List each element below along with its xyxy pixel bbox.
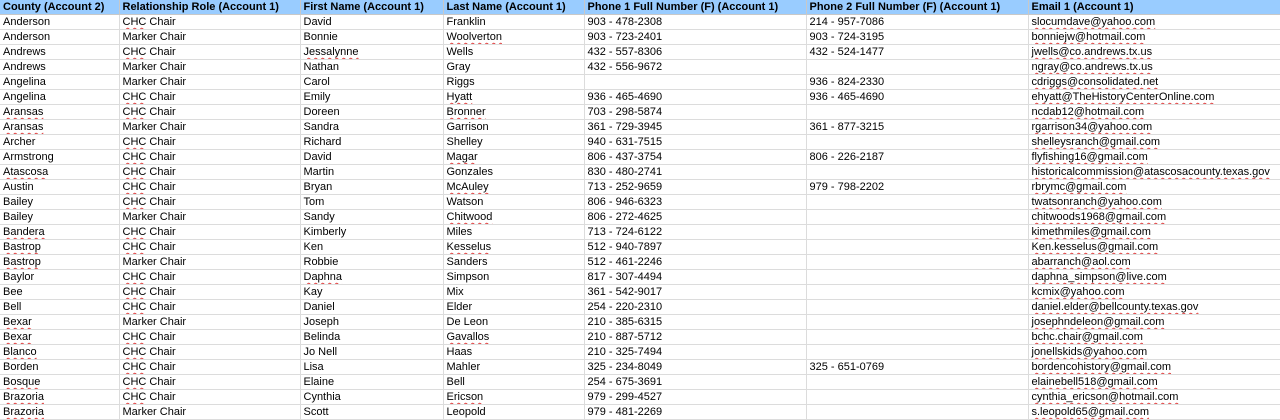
cell-phone-2[interactable]: 325 - 651-0769 (806, 360, 1028, 375)
cell-phone-2[interactable]: 903 - 724-3195 (806, 30, 1028, 45)
column-header-email[interactable]: Email 1 (Account 1) (1028, 0, 1280, 15)
cell-relationship-role[interactable]: Marker Chair (119, 255, 300, 270)
cell-last-name[interactable]: Mix (443, 285, 584, 300)
table-row (0, 165, 1280, 180)
cell-email[interactable]: bchc.chair@gmail.com (1028, 330, 1280, 345)
cell-phone-1[interactable]: 830 - 480-2741 (584, 165, 806, 180)
cell-phone-2[interactable] (806, 285, 1028, 300)
cell-phone-1[interactable]: 979 - 299-4527 (584, 390, 806, 405)
cell-county[interactable]: Brazoria (0, 390, 119, 405)
cell-last-name[interactable]: Leopold (443, 405, 584, 420)
cell-last-name[interactable]: Watson (443, 195, 584, 210)
table-row (0, 135, 1280, 150)
cell-county[interactable]: Bailey (0, 195, 119, 210)
cell-last-name[interactable]: Haas (443, 345, 584, 360)
column-header-county[interactable]: County (Account 2) (0, 0, 119, 15)
cell-email[interactable]: rgarrison34@yahoo.com (1028, 120, 1280, 135)
table-row (0, 45, 1280, 60)
cell-phone-2[interactable]: 361 - 877-3215 (806, 120, 1028, 135)
cell-phone-1[interactable]: 979 - 481-2269 (584, 405, 806, 420)
cell-county[interactable]: Bexar (0, 330, 119, 345)
table-row (0, 285, 1280, 300)
table-row (0, 210, 1280, 225)
cell-phone-1[interactable]: 806 - 272-4625 (584, 210, 806, 225)
cell-county[interactable]: Bastrop (0, 240, 119, 255)
cell-first-name[interactable]: Jessalynne (300, 45, 443, 60)
cell-last-name[interactable]: Mahler (443, 360, 584, 375)
cell-first-name[interactable]: Jo Nell (300, 345, 443, 360)
cell-phone-1[interactable]: 903 - 478-2308 (584, 15, 806, 30)
cell-first-name[interactable]: Joseph (300, 315, 443, 330)
cell-first-name[interactable]: Emily (300, 90, 443, 105)
cell-phone-2[interactable]: 936 - 465-4690 (806, 90, 1028, 105)
cell-phone-1[interactable]: 325 - 234-8049 (584, 360, 806, 375)
table-row (0, 105, 1280, 120)
cell-first-name[interactable]: Sandra (300, 120, 443, 135)
table-row (0, 60, 1280, 75)
cell-phone-2[interactable] (806, 210, 1028, 225)
cell-email[interactable]: jwells@co.andrews.tx.us (1028, 45, 1280, 60)
cell-phone-1[interactable]: 432 - 557-8306 (584, 45, 806, 60)
cell-phone-1[interactable]: 432 - 556-9672 (584, 60, 806, 75)
cell-first-name[interactable]: Cynthia (300, 390, 443, 405)
column-header-phone-1[interactable]: Phone 1 Full Number (F) (Account 1) (584, 0, 806, 15)
cell-phone-2[interactable] (806, 255, 1028, 270)
cell-relationship-role[interactable]: Marker Chair (119, 60, 300, 75)
cell-relationship-role[interactable]: CHC Chair (119, 105, 300, 120)
cell-phone-2[interactable] (806, 270, 1028, 285)
cell-first-name[interactable]: Ken (300, 240, 443, 255)
cell-phone-2[interactable] (806, 60, 1028, 75)
cell-last-name[interactable]: Gonzales (443, 165, 584, 180)
cell-last-name[interactable]: Gray (443, 60, 584, 75)
cell-phone-1[interactable]: 713 - 724-6122 (584, 225, 806, 240)
cell-county[interactable]: Blanco (0, 345, 119, 360)
cell-county[interactable]: Aransas (0, 120, 119, 135)
cell-relationship-role[interactable]: CHC Chair (119, 180, 300, 195)
cell-last-name[interactable]: Hyatt (443, 90, 584, 105)
cell-last-name[interactable]: Woolverton (443, 30, 584, 45)
table-row (0, 90, 1280, 105)
cell-first-name[interactable]: Elaine (300, 375, 443, 390)
cell-email[interactable]: bonniejw@hotmail.com (1028, 30, 1280, 45)
cell-relationship-role[interactable]: CHC Chair (119, 150, 300, 165)
table-row (0, 195, 1280, 210)
cell-email[interactable]: flyfishing16@gmail.com (1028, 150, 1280, 165)
cell-first-name[interactable]: David (300, 150, 443, 165)
cell-county[interactable]: Austin (0, 180, 119, 195)
cell-email[interactable]: ehyatt@TheHistoryCenterOnline.com (1028, 90, 1280, 105)
cell-phone-2[interactable]: 979 - 798-2202 (806, 180, 1028, 195)
cell-first-name[interactable]: Bryan (300, 180, 443, 195)
cell-email[interactable]: historicalcommission@atascosacounty.texas.gov (1028, 165, 1280, 180)
cell-relationship-role[interactable]: Marker Chair (119, 315, 300, 330)
cell-phone-2[interactable] (806, 390, 1028, 405)
cell-phone-1[interactable]: 817 - 307-4494 (584, 270, 806, 285)
cell-relationship-role[interactable]: Marker Chair (119, 405, 300, 420)
cell-county[interactable]: Angelina (0, 75, 119, 90)
cell-county[interactable]: Atascosa (0, 165, 119, 180)
cell-relationship-role[interactable]: CHC Chair (119, 15, 300, 30)
cell-last-name[interactable]: Kesselus (443, 240, 584, 255)
table-row (0, 225, 1280, 240)
cell-phone-2[interactable]: 432 - 524-1477 (806, 45, 1028, 60)
cell-relationship-role[interactable]: Marker Chair (119, 210, 300, 225)
cell-relationship-role[interactable]: CHC Chair (119, 135, 300, 150)
cell-county[interactable]: Bailey (0, 210, 119, 225)
cell-last-name[interactable]: Simpson (443, 270, 584, 285)
cell-county[interactable]: Anderson (0, 30, 119, 45)
cell-last-name[interactable]: Wells (443, 45, 584, 60)
table-row (0, 405, 1280, 420)
cell-phone-2[interactable] (806, 405, 1028, 420)
cell-phone-2[interactable]: 214 - 957-7086 (806, 15, 1028, 30)
cell-phone-2[interactable] (806, 105, 1028, 120)
cell-phone-2[interactable] (806, 375, 1028, 390)
cell-last-name[interactable]: De Leon (443, 315, 584, 330)
cell-county[interactable]: Armstrong (0, 150, 119, 165)
cell-first-name[interactable]: Martin (300, 165, 443, 180)
cell-phone-1[interactable]: 210 - 887-5712 (584, 330, 806, 345)
cell-phone-1[interactable]: 940 - 631-7515 (584, 135, 806, 150)
cell-first-name[interactable]: Belinda (300, 330, 443, 345)
cell-relationship-role[interactable]: CHC Chair (119, 240, 300, 255)
cell-email[interactable]: abarranch@aol.com (1028, 255, 1280, 270)
table-row (0, 345, 1280, 360)
cell-first-name[interactable]: Scott (300, 405, 443, 420)
cell-county[interactable]: Andrews (0, 45, 119, 60)
cell-phone-1[interactable]: 806 - 946-6323 (584, 195, 806, 210)
table-row (0, 120, 1280, 135)
table-row (0, 15, 1280, 30)
cell-email[interactable]: s.leopold65@gmail.com (1028, 405, 1280, 420)
cell-county[interactable]: Bosque (0, 375, 119, 390)
cell-phone-2[interactable] (806, 240, 1028, 255)
cell-phone-1[interactable]: 254 - 675-3691 (584, 375, 806, 390)
cell-phone-2[interactable] (806, 330, 1028, 345)
cell-relationship-role[interactable]: Marker Chair (119, 120, 300, 135)
cell-relationship-role[interactable]: Marker Chair (119, 75, 300, 90)
cell-phone-1[interactable]: 713 - 252-9659 (584, 180, 806, 195)
cell-first-name[interactable]: Robbie (300, 255, 443, 270)
cell-first-name[interactable]: Daniel (300, 300, 443, 315)
cell-phone-1[interactable]: 903 - 723-2401 (584, 30, 806, 45)
cell-phone-2[interactable]: 936 - 824-2330 (806, 75, 1028, 90)
table-row (0, 375, 1280, 390)
cell-email[interactable]: slocumdave@yahoo.com (1028, 15, 1280, 30)
cell-county[interactable]: Brazoria (0, 405, 119, 420)
table-row (0, 150, 1280, 165)
cell-county[interactable]: Anderson (0, 15, 119, 30)
cell-last-name[interactable]: Elder (443, 300, 584, 315)
cell-email[interactable]: chitwoods1968@gmail.com (1028, 210, 1280, 225)
cell-email[interactable]: cdriggs@consolidated.net (1028, 75, 1280, 90)
cell-last-name[interactable]: Franklin (443, 15, 584, 30)
cell-last-name[interactable]: Bronner (443, 105, 584, 120)
cell-email[interactable]: twatsonranch@yahoo.com (1028, 195, 1280, 210)
cell-first-name[interactable]: Richard (300, 135, 443, 150)
cell-phone-1[interactable]: 210 - 385-6315 (584, 315, 806, 330)
cell-county[interactable]: Bell (0, 300, 119, 315)
cell-email[interactable]: jonellskids@yahoo.com (1028, 345, 1280, 360)
cell-email[interactable]: ncdab12@hotmail.com (1028, 105, 1280, 120)
cell-relationship-role[interactable]: CHC Chair (119, 270, 300, 285)
cell-relationship-role[interactable]: CHC Chair (119, 225, 300, 240)
cell-last-name[interactable]: Chitwood (443, 210, 584, 225)
cell-relationship-role[interactable]: CHC Chair (119, 330, 300, 345)
cell-phone-2[interactable] (806, 300, 1028, 315)
cell-phone-1[interactable]: 936 - 465-4690 (584, 90, 806, 105)
cell-first-name[interactable]: Lisa (300, 360, 443, 375)
table-row (0, 255, 1280, 270)
cell-phone-1[interactable]: 210 - 325-7494 (584, 345, 806, 360)
cell-county[interactable]: Bandera (0, 225, 119, 240)
cell-first-name[interactable]: Kimberly (300, 225, 443, 240)
cell-relationship-role[interactable]: CHC Chair (119, 300, 300, 315)
cell-last-name[interactable]: Gavallos (443, 330, 584, 345)
cell-phone-2[interactable] (806, 195, 1028, 210)
cell-county[interactable]: Bee (0, 285, 119, 300)
cell-relationship-role[interactable]: CHC Chair (119, 285, 300, 300)
cell-email[interactable]: bordencohistory@gmail.com (1028, 360, 1280, 375)
table-row (0, 240, 1280, 255)
table-row (0, 75, 1280, 90)
cell-email[interactable]: ngray@co.andrews.tx.us (1028, 60, 1280, 75)
cell-relationship-role[interactable]: Marker Chair (119, 30, 300, 45)
cell-email[interactable]: daphna_simpson@live.com (1028, 270, 1280, 285)
cell-email[interactable]: josephndeleon@gmail.com (1028, 315, 1280, 330)
cell-email[interactable]: cynthia_ericson@hotmail.com (1028, 390, 1280, 405)
table-row (0, 360, 1280, 375)
cell-relationship-role[interactable]: CHC Chair (119, 90, 300, 105)
cell-email[interactable]: daniel.elder@bellcounty.texas.gov (1028, 300, 1280, 315)
cell-first-name[interactable]: Doreen (300, 105, 443, 120)
cell-relationship-role[interactable]: CHC Chair (119, 360, 300, 375)
cell-email[interactable]: Ken.kesselus@gmail.com (1028, 240, 1280, 255)
cell-county[interactable]: Angelina (0, 90, 119, 105)
cell-first-name[interactable]: David (300, 15, 443, 30)
cell-relationship-role[interactable]: CHC Chair (119, 390, 300, 405)
cell-last-name[interactable]: Riggs (443, 75, 584, 90)
cell-email[interactable]: rbrymc@gmail.com (1028, 180, 1280, 195)
cell-first-name[interactable]: Sandy (300, 210, 443, 225)
table-row (0, 330, 1280, 345)
table-row (0, 30, 1280, 45)
cell-phone-2[interactable] (806, 225, 1028, 240)
column-header-phone-2[interactable]: Phone 2 Full Number (F) (Account 1) (806, 0, 1028, 15)
cell-relationship-role[interactable]: CHC Chair (119, 45, 300, 60)
cell-first-name[interactable]: Carol (300, 75, 443, 90)
cell-phone-2[interactable] (806, 165, 1028, 180)
cell-relationship-role[interactable]: CHC Chair (119, 195, 300, 210)
cell-last-name[interactable]: Sanders (443, 255, 584, 270)
column-header-last-name[interactable]: Last Name (Account 1) (443, 0, 584, 15)
cell-phone-2[interactable] (806, 345, 1028, 360)
cell-phone-1[interactable]: 361 - 542-9017 (584, 285, 806, 300)
cell-relationship-role[interactable]: CHC Chair (119, 345, 300, 360)
cell-first-name[interactable]: Daphna (300, 270, 443, 285)
cell-last-name[interactable]: Bell (443, 375, 584, 390)
cell-last-name[interactable]: McAuley (443, 180, 584, 195)
cell-phone-1[interactable]: 806 - 437-3754 (584, 150, 806, 165)
cell-last-name[interactable]: Shelley (443, 135, 584, 150)
table-row (0, 300, 1280, 315)
column-header-first-name[interactable]: First Name (Account 1) (300, 0, 443, 15)
cell-phone-1[interactable] (584, 75, 806, 90)
cell-email[interactable]: kimethmiles@gmail.com (1028, 225, 1280, 240)
cell-email[interactable]: elainebell518@gmail.com (1028, 375, 1280, 390)
cell-county[interactable]: Baylor (0, 270, 119, 285)
cell-phone-2[interactable] (806, 315, 1028, 330)
table-row (0, 315, 1280, 330)
table-row (0, 180, 1280, 195)
cell-phone-2[interactable]: 806 - 226-2187 (806, 150, 1028, 165)
cell-phone-2[interactable] (806, 135, 1028, 150)
table-row (0, 390, 1280, 405)
cell-email[interactable]: shelleysranch@gmail.com (1028, 135, 1280, 150)
cell-county[interactable]: Archer (0, 135, 119, 150)
cell-last-name[interactable]: Magar (443, 150, 584, 165)
cell-county[interactable]: Bexar (0, 315, 119, 330)
cell-county[interactable]: Aransas (0, 105, 119, 120)
cell-county[interactable]: Andrews (0, 60, 119, 75)
cell-county[interactable]: Bastrop (0, 255, 119, 270)
cell-county[interactable]: Borden (0, 360, 119, 375)
table-row (0, 270, 1280, 285)
cell-first-name[interactable]: Tom (300, 195, 443, 210)
cell-last-name[interactable]: Ericson (443, 390, 584, 405)
header-row (0, 0, 1280, 15)
cell-phone-1[interactable]: 512 - 940-7897 (584, 240, 806, 255)
cell-phone-1[interactable]: 254 - 220-2310 (584, 300, 806, 315)
column-header-relationship-role[interactable]: Relationship Role (Account 1) (119, 0, 300, 15)
cell-email[interactable]: kcmix@yahoo.com (1028, 285, 1280, 300)
cell-phone-1[interactable]: 512 - 461-2246 (584, 255, 806, 270)
cell-last-name[interactable]: Miles (443, 225, 584, 240)
cell-phone-1[interactable]: 703 - 298-5874 (584, 105, 806, 120)
cell-first-name[interactable]: Nathan (300, 60, 443, 75)
cell-phone-1[interactable]: 361 - 729-3945 (584, 120, 806, 135)
cell-relationship-role[interactable]: CHC Chair (119, 375, 300, 390)
cell-last-name[interactable]: Garrison (443, 120, 584, 135)
cell-first-name[interactable]: Bonnie (300, 30, 443, 45)
cell-relationship-role[interactable]: CHC Chair (119, 165, 300, 180)
cell-first-name[interactable]: Kay (300, 285, 443, 300)
